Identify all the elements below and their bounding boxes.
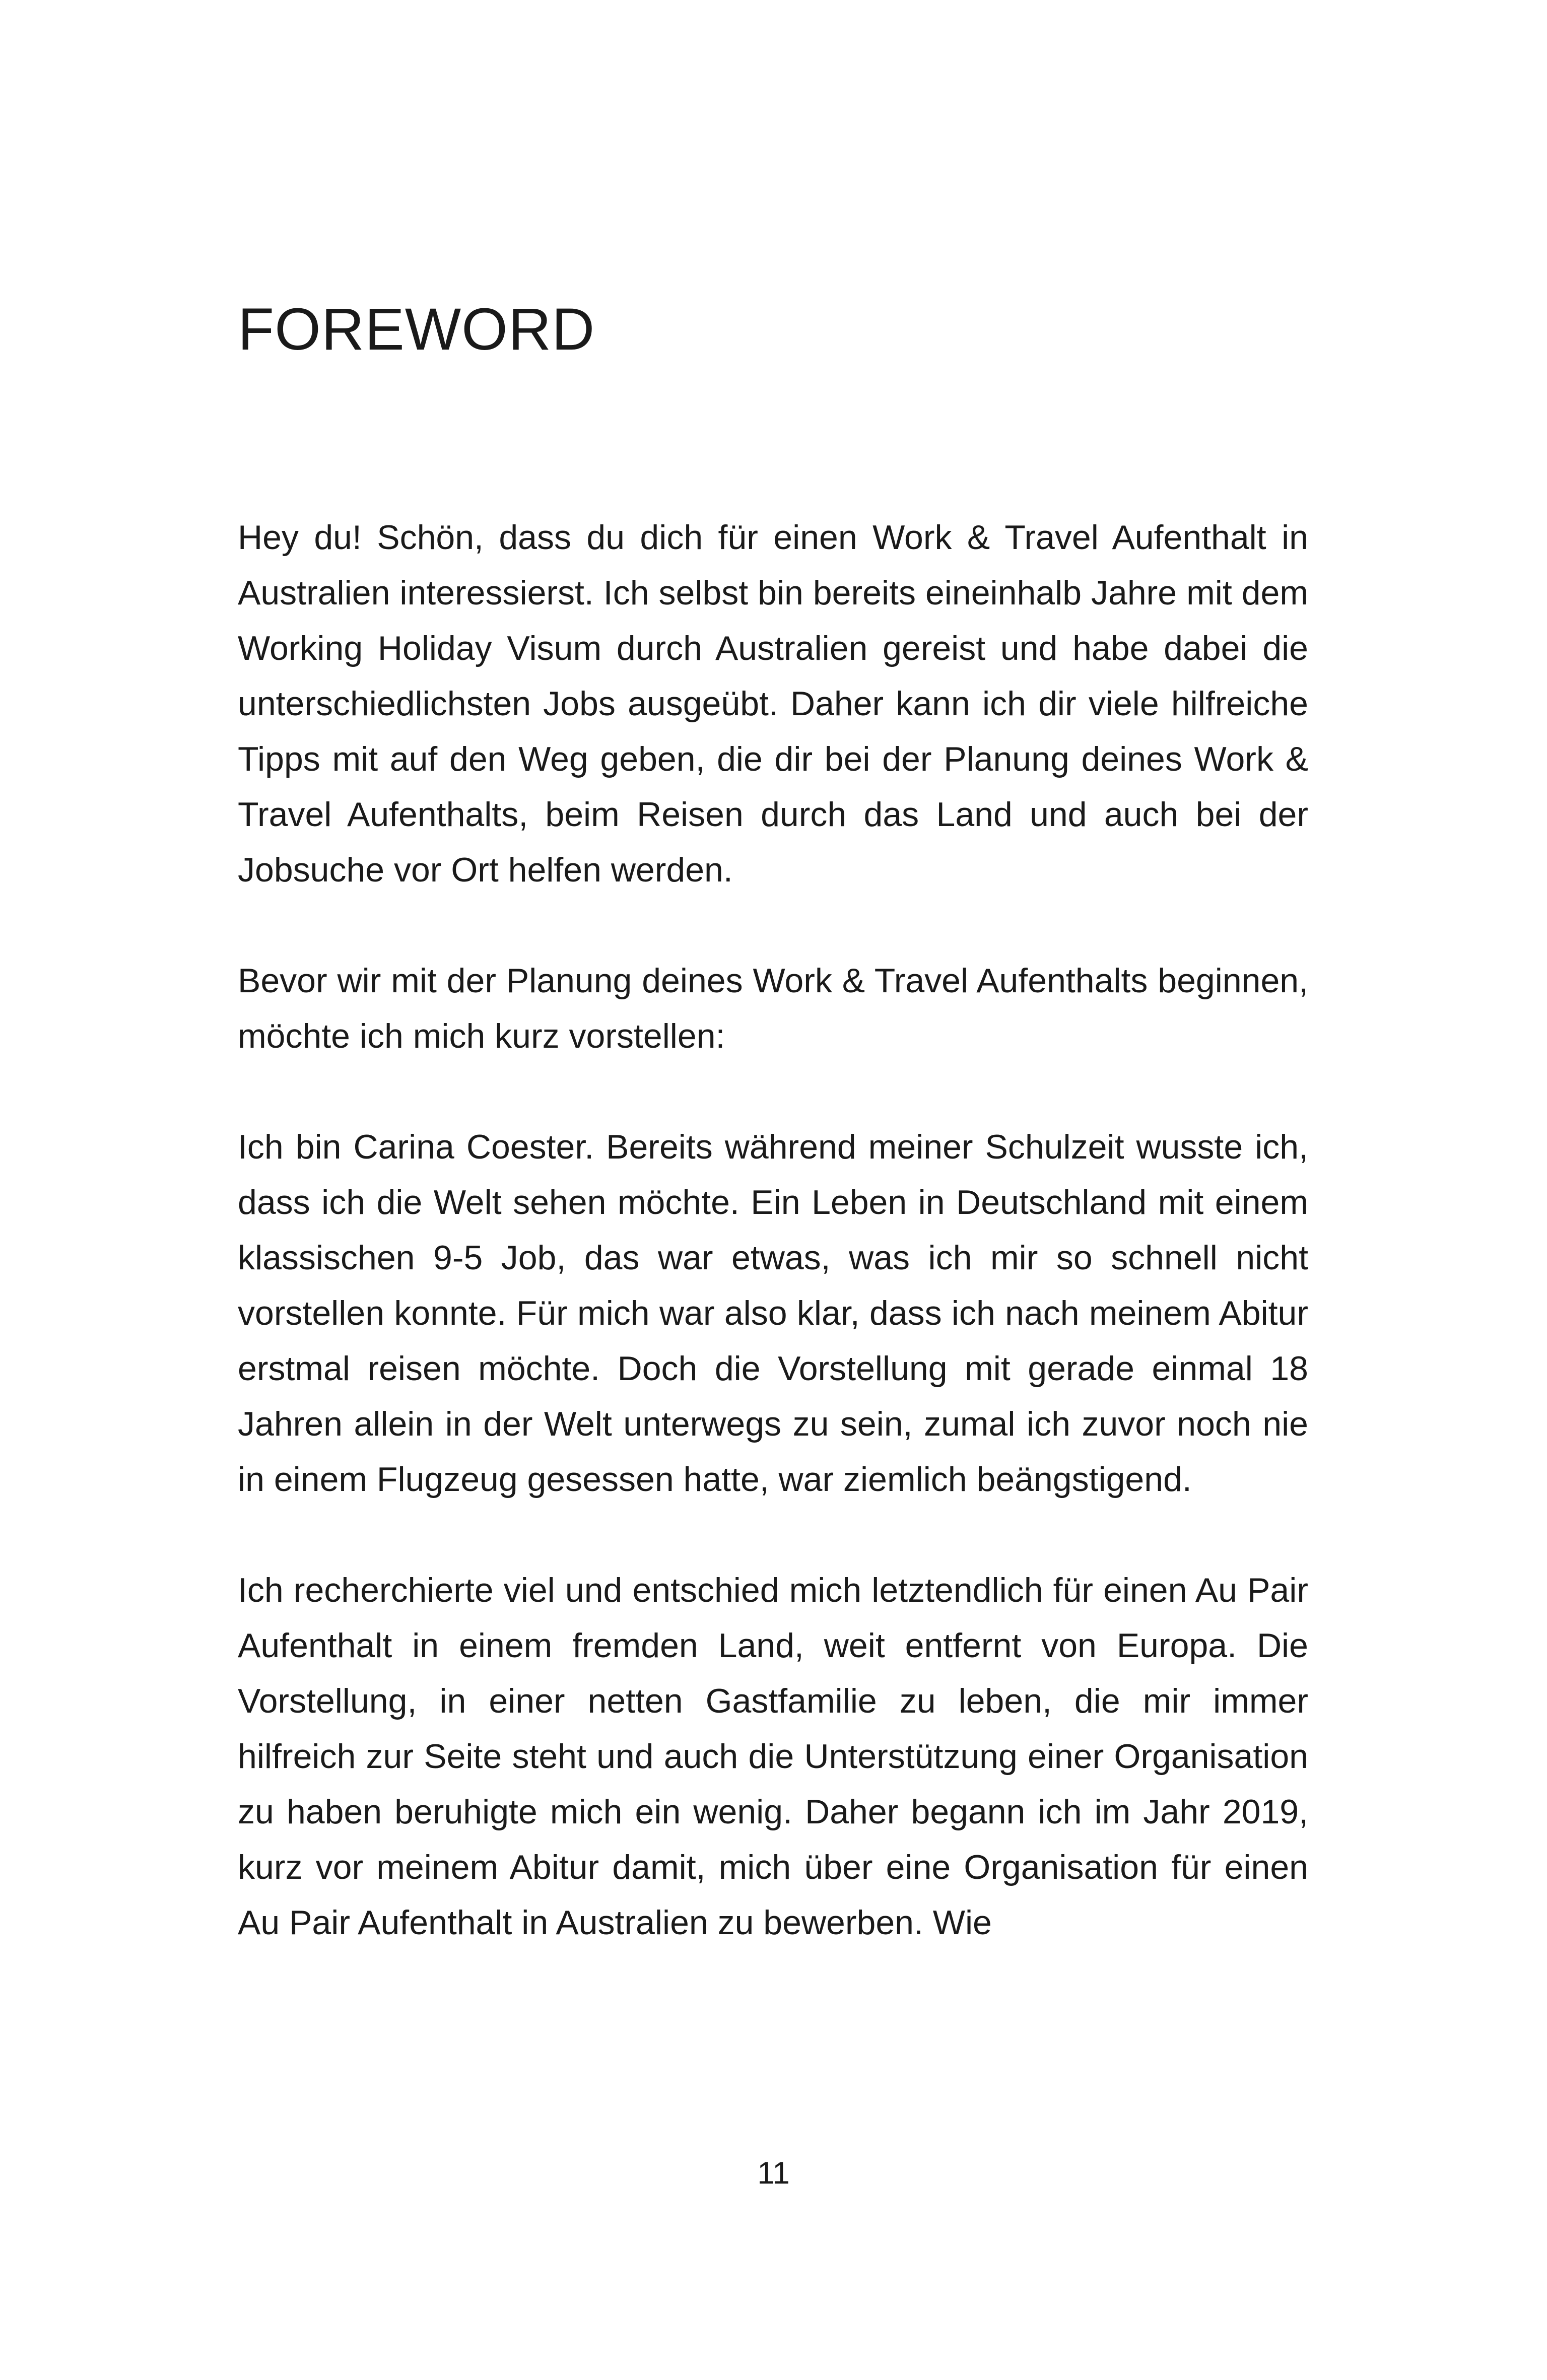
paragraph-intro: Hey du! Schön, dass du dich für einen Work & Travel Aufenthalt in Australien interessierst. Ich selbst bin bereits eineinhalb Jahre mit dem Working Holiday Visum durch Australien gereist und habe dabei die unterschiedlichsten Jobs ausgeübt. Daher kann ich dir viele hilfreiche Tipps mit auf den Weg geben, die dir bei der Planung deines Work & Travel Aufenthalts, beim Reisen durch das Land und auch bei der Jobsuche vor Ort helfen werden. — [238, 518, 1308, 889]
chapter-heading: FOREWORD — [238, 296, 595, 363]
paragraph-transition: Bevor wir mit der Planung deines Work & Travel Aufenthalts beginnen, möchte ich mich kurz vorstellen: — [238, 962, 1308, 1055]
paragraph-au-pair: Ich recherchierte viel und entschied mich letztendlich für einen Au Pair Aufenthalt in einem fremden Land, weit entfernt von Europa. Die Vorstellung, in einer netten Gastfamilie zu leben, die mir immer hilfreich zur Seite steht und auch die Unterstützung einer Organisation zu haben beruhigte mich ein wenig. Daher begann ich im Jahr 2019, kurz vor meinem Abitur damit, mich über eine Organisation für einen Au Pair Aufenthalt in Australien zu bewerben. Wie — [238, 1571, 1308, 1942]
paragraph-introduction: Ich bin Carina Coester. Bereits während meiner Schulzeit wusste ich, dass ich die Welt sehen möchte. Ein Leben in Deutschland mit einem klassischen 9-5 Job, das war etwas, was ich mir so schnell nicht vorstellen konnte. Für mich war also klar, dass ich nach meinem Abitur erstmal reisen möchte. Doch die Vorstellung mit gerade einmal 18 Jahren allein in der Welt unterwegs zu sein, zumal ich zuvor noch nie in einem Flugzeug gesessen hatte, war ziemlich beängstigend. — [238, 1128, 1308, 1499]
page-number: 11 — [757, 2156, 790, 2191]
body-text — [238, 510, 1308, 2006]
